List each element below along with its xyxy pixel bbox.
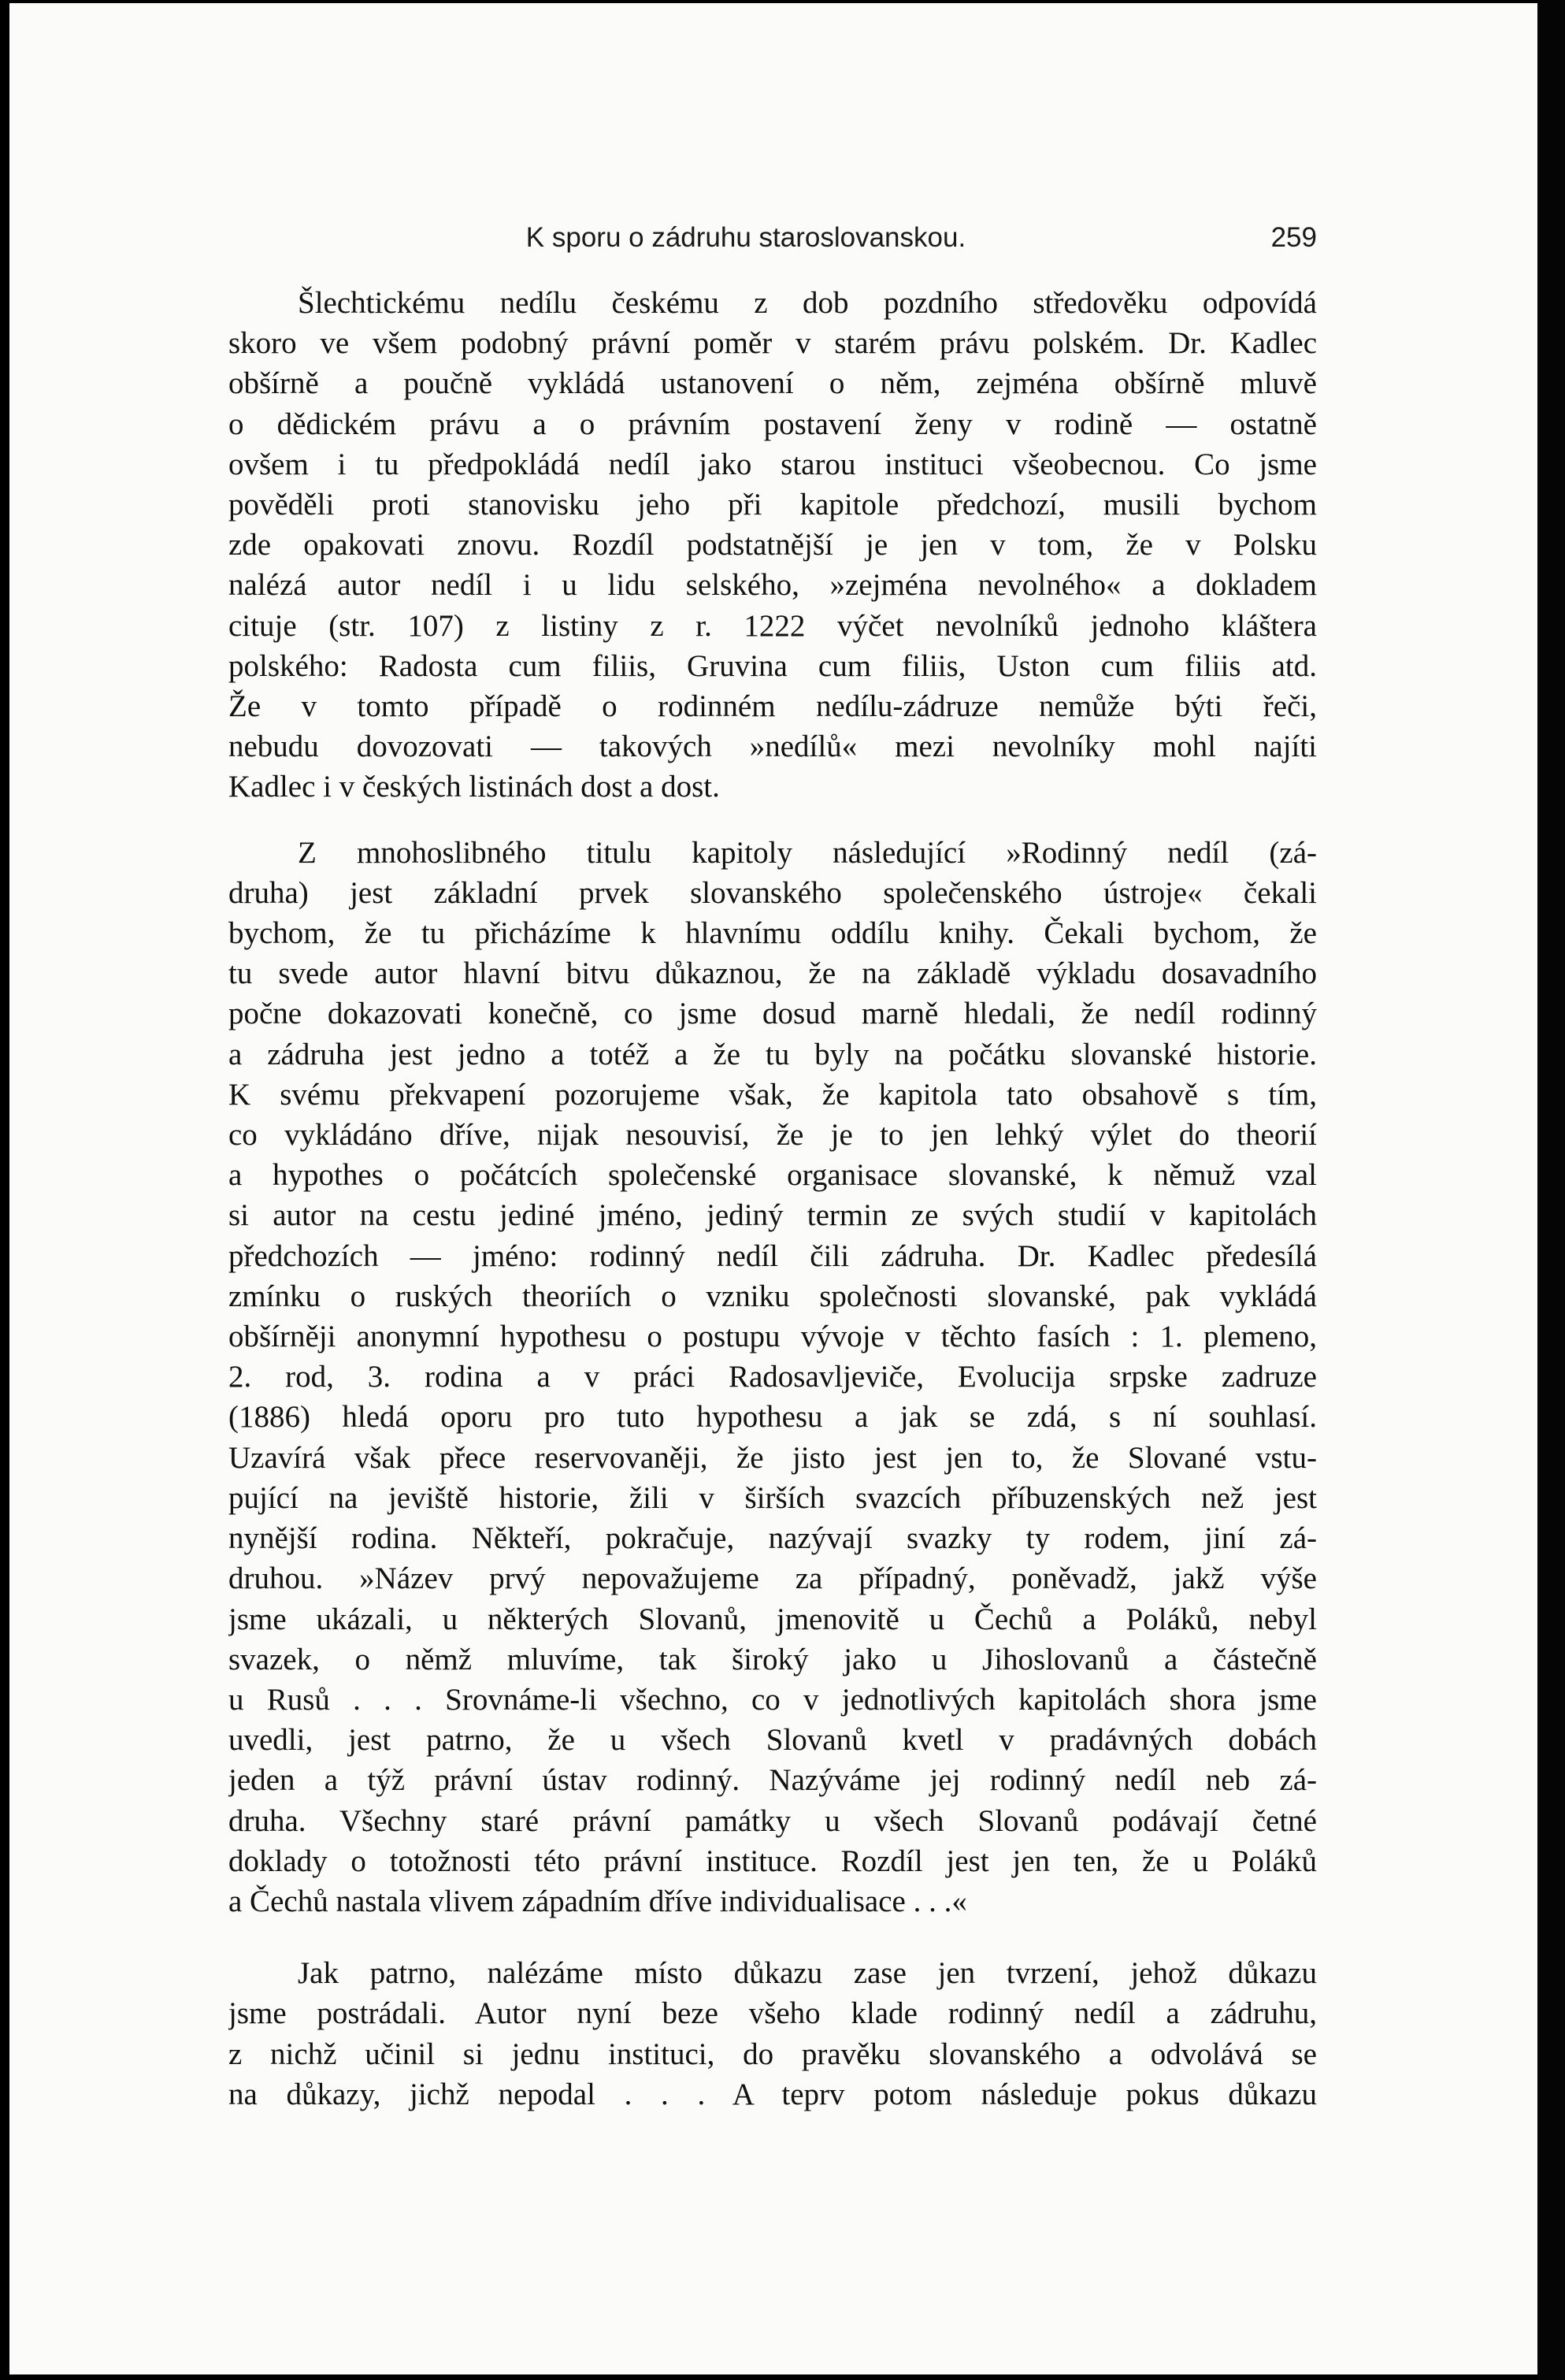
text-line: obšírněji anonymní hypothesu o postupu vývoje v těchto fasích : 1. plemeno,: [228, 1320, 1317, 1354]
text-line: zmínku o ruských theoriích o vzniku společnosti slovanské, pak vykládá: [228, 1279, 1317, 1313]
text-line: Že v tomto případě o rodinném nedílu-zádruze nemůže býti řeči,: [228, 689, 1317, 724]
text-line: jsme ukázali, u některých Slovanů, jmenovitě u Čechů a Poláků, nebyl: [228, 1602, 1317, 1636]
text-line: nynější rodina. Někteří, pokračuje, nazývají svazky ty rodem, jiní zá-: [228, 1521, 1317, 1556]
text-line: nebudu dovozovati — takových »nedílů« mezi nevolníky mohl najíti: [228, 730, 1317, 764]
running-head: [285, 206, 1317, 269]
text-line: Kadlec i v českých listinách dost a dost.: [228, 770, 720, 804]
text-line: z nichž učinil si jednu instituci, do pravěku slovanského a odvolává se: [228, 2037, 1317, 2071]
text-line: o dědickém právu a o právním postavení ženy v rodině — ostatně: [228, 407, 1317, 441]
text-line: druha) jest základní prvek slovanského společenského ústroje« čekali: [228, 875, 1317, 910]
text-line: polského: Radosta cum filiis, Gruvina cum filiis, Uston cum filiis atd.: [228, 648, 1317, 683]
paragraph-2: [228, 833, 1317, 1921]
text-line: a Čechů nastala vlivem západním dříve individualisace . . .«: [228, 1884, 967, 1918]
running-title: K sporu o zádruhu staroslovanskou.: [525, 222, 966, 253]
text-line: a hypothes o počátcích společenské organisace slovanské, k němuž vzal: [228, 1158, 1317, 1193]
page-number: 259: [1270, 222, 1317, 253]
text-line: doklady o totožnosti této právní instituce. Rozdíl jest jen ten, že u Poláků: [228, 1843, 1317, 1878]
paragraph-1: [228, 283, 1317, 808]
text-line: a zádruha jest jedno a totéž a že tu byly na počátku slovanské historie.: [228, 1037, 1317, 1071]
text-line: na důkazy, jichž nepodal . . . A teprv potom následuje pokus důkazu: [228, 2077, 1317, 2111]
text-line: Uzavírá však přece reservovaněji, že jisto jest jen to, že Slované vstu-: [228, 1440, 1317, 1475]
text-line: tu svede autor hlavní bitvu důkaznou, že na základě výkladu dosavadního: [228, 956, 1317, 991]
text-line: bychom, že tu přicházíme k hlavnímu oddílu knihy. Čekali bychom, že: [228, 916, 1317, 951]
text-line: jeden a týž právní ústav rodinný. Nazýváme jej rodinný nedíl neb zá-: [228, 1763, 1317, 1798]
text-line: Z mnohoslibného titulu kapitoly následující »Rodinný nedíl (zá-: [298, 835, 1317, 870]
text-line: druha. Všechny staré právní památky u všech Slovanů podávají četné: [228, 1803, 1317, 1838]
text-line: Šlechtickému nedílu českému z dob pozdního středověku odpovídá: [298, 286, 1317, 320]
text-line: K svému překvapení pozorujeme však, že kapitola tato obsahově s tím,: [228, 1077, 1317, 1112]
scan-border: [1537, 0, 1565, 2380]
text-line: nalézá autor nedíl i u lidu selského, »zejména nevolného« a dokladem: [228, 568, 1317, 603]
text-line: svazek, o němž mluvíme, tak široký jako u Jihoslovanů a částečně: [228, 1642, 1317, 1676]
text-line: obšírně a poučně vykládá ustanovení o něm, zejména obšírně mluvě: [228, 366, 1317, 401]
text-line: uvedli, jest patrno, že u všech Slovanů kvetl v pradávných dobách: [228, 1723, 1317, 1758]
text-line: (1886) hledá oporu pro tuto hypothesu a jak se zdá, s ní souhlasí.: [228, 1400, 1317, 1435]
text-line: ovšem i tu předpokládá nedíl jako starou instituci všeobecnou. Co jsme: [228, 447, 1317, 481]
scanned-page: [9, 3, 1537, 2374]
text-line: zde opakovati znovu. Rozdíl podstatnější je jen v tom, že v Polsku: [228, 528, 1317, 563]
text-line: Jak patrno, nalézáme místo důkazu zase jen tvrzení, jehož důkazu: [298, 1956, 1317, 1991]
text-line: druhou. »Název prvý nepovažujeme za případný, poněvadž, jakž výše: [228, 1561, 1317, 1596]
paragraph-3: [228, 1953, 1317, 2115]
text-line: jsme postrádali. Autor nyní beze všeho klade rodinný nedíl a zádruhu,: [228, 1996, 1317, 2031]
text-line: cituje (str. 107) z listiny z r. 1222 výčet nevolníků jednoho kláštera: [228, 608, 1317, 643]
text-line: předchozích — jméno: rodinný nedíl čili zádruha. Dr. Kadlec předesílá: [228, 1238, 1317, 1273]
text-line: 2. rod, 3. rodina a v práci Radosavljeviče, Evolucija srpske zadruze: [228, 1360, 1317, 1394]
body-text: [228, 283, 1317, 2115]
text-line: si autor na cestu jediné jméno, jediný termin ze svých studií v kapitolách: [228, 1198, 1317, 1233]
text-line: počne dokazovati konečně, co jsme dosud marně hledali, že nedíl rodinný: [228, 997, 1317, 1031]
text-line: pověděli proti stanovisku jeho při kapitole předchozí, musili bychom: [228, 488, 1317, 522]
text-line: co vykládáno dříve, nijak nesouvisí, že je to jen lehký výlet do theorií: [228, 1118, 1317, 1153]
text-line: skoro ve všem podobný právní poměr v starém právu polském. Dr. Kadlec: [228, 326, 1317, 361]
text-line: pující na jeviště historie, žili v širších svazcích příbuzenských než jest: [228, 1480, 1317, 1515]
text-line: u Rusů . . . Srovnáme-li všechno, co v jednotlivých kapitolách shora jsme: [228, 1682, 1317, 1717]
